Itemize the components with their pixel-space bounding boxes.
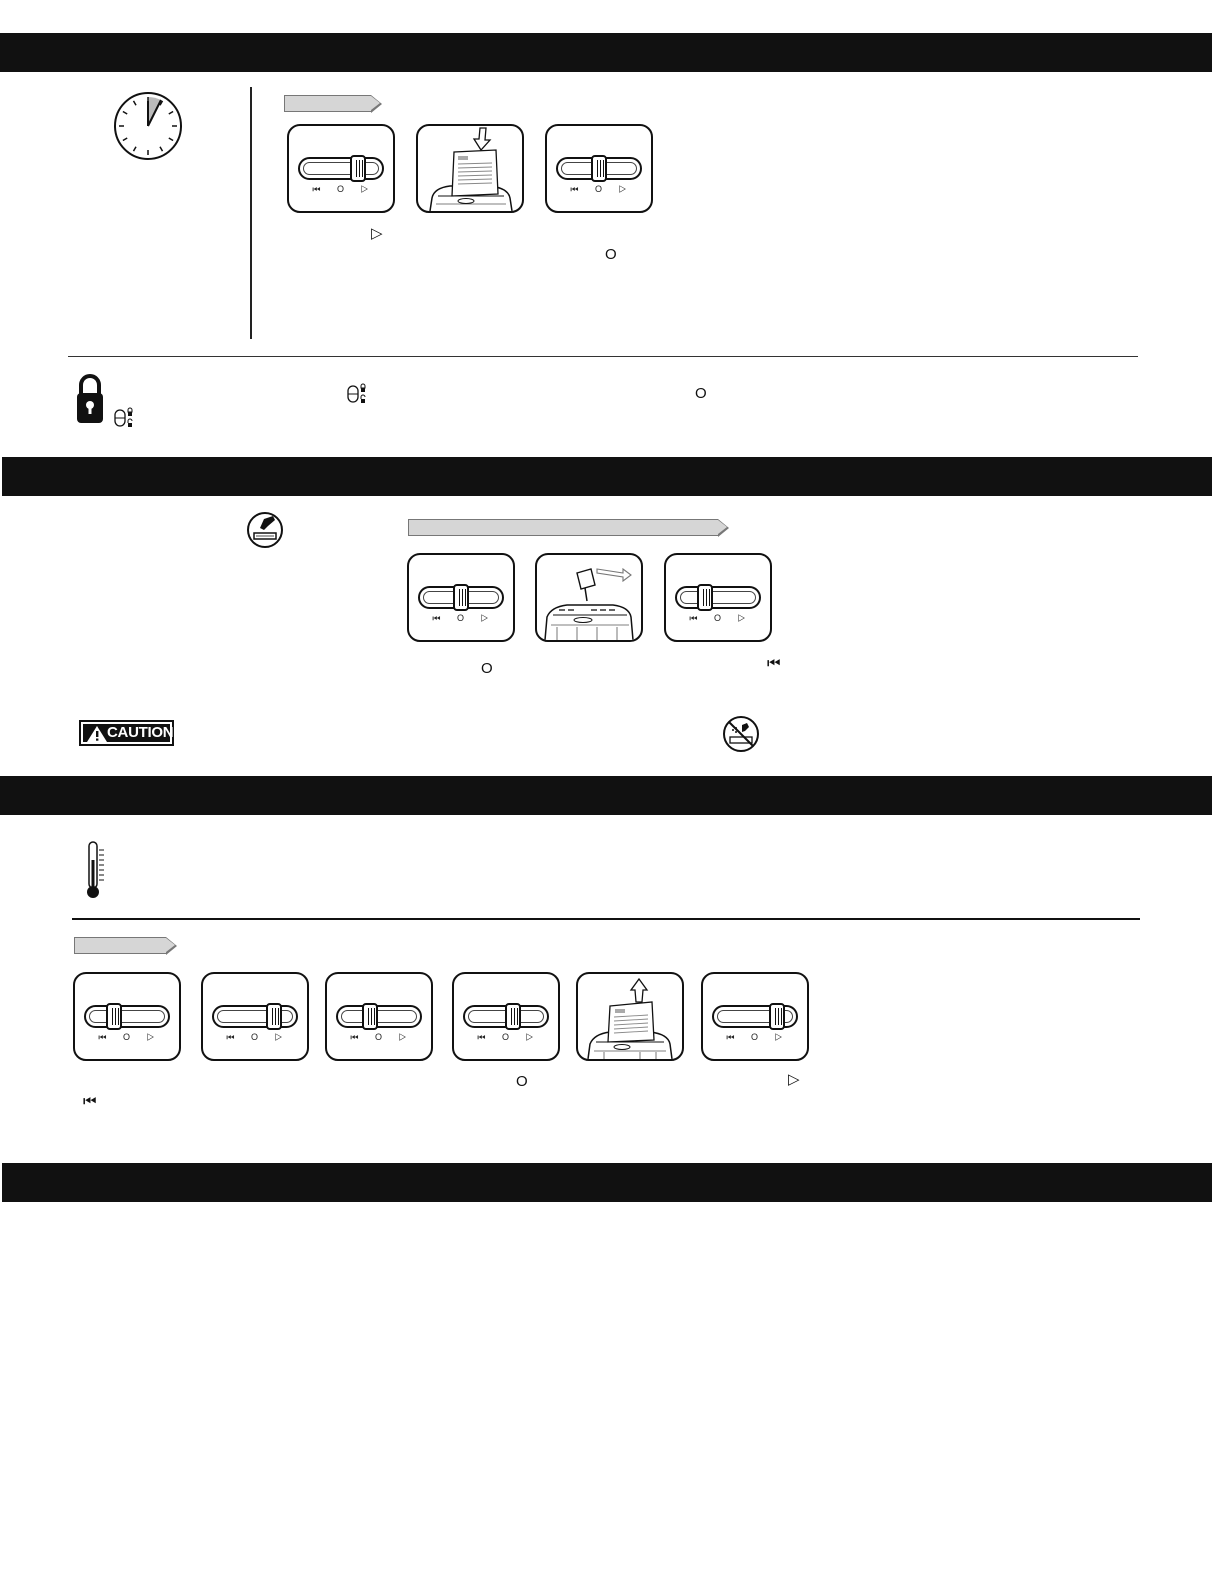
section-header-bar-4	[2, 1163, 1212, 1202]
section-divider-3	[72, 918, 1140, 920]
forward-symbol: ▷	[371, 225, 383, 242]
switch-legend: ⏮ O ▷	[570, 184, 634, 194]
reverse-symbol: ⏮	[83, 1093, 95, 1110]
slide-switch	[712, 1005, 798, 1028]
caution-text: CAUTION	[107, 724, 174, 741]
paper-removal-panel	[576, 972, 684, 1061]
slide-switch	[556, 157, 642, 180]
off-symbol: O	[605, 246, 617, 263]
slide-switch	[463, 1005, 549, 1028]
paper-removal-icon	[578, 974, 682, 1059]
paper-feed-icon	[418, 126, 522, 211]
switch-panel-off	[73, 972, 181, 1061]
slide-switch	[212, 1005, 298, 1028]
section-divider-1	[68, 356, 1138, 357]
clock-icon	[112, 90, 184, 162]
safety-lock-icon	[346, 382, 368, 406]
section-header-bar-3	[0, 776, 1212, 815]
reverse-symbol: ⏮	[767, 655, 779, 672]
switch-legend: ⏮ O ▷	[350, 1032, 414, 1042]
safety-lock-icon	[113, 406, 135, 430]
oil-sheet-panel	[535, 553, 643, 642]
section-header-bar-1	[0, 33, 1212, 72]
switch-panel-off	[452, 972, 560, 1061]
warning-triangle-icon	[86, 725, 108, 743]
switch-panel-forward	[287, 124, 395, 213]
caution-label	[79, 720, 174, 746]
off-symbol: O	[695, 385, 707, 402]
switch-panel-reverse	[325, 972, 433, 1061]
switch-panel-forward	[201, 972, 309, 1061]
no-aerosol-icon	[722, 715, 762, 753]
switch-legend: ⏮ O ▷	[726, 1032, 790, 1042]
switch-legend: ⏮ O ▷	[477, 1032, 541, 1042]
forward-symbol: ▷	[788, 1071, 800, 1088]
off-symbol: O	[516, 1073, 528, 1090]
section-header-bar-2	[2, 457, 1212, 496]
oil-sheet-icon	[537, 555, 641, 640]
slide-switch	[298, 157, 384, 180]
slide-switch	[418, 586, 504, 609]
step-arrow-tag	[408, 519, 718, 536]
slide-switch	[336, 1005, 422, 1028]
switch-legend: ⏮ O ▷	[689, 613, 753, 623]
switch-panel-off	[545, 124, 653, 213]
slide-switch	[675, 586, 761, 609]
switch-legend: ⏮ O ▷	[226, 1032, 290, 1042]
slide-switch	[84, 1005, 170, 1028]
off-symbol: O	[481, 660, 493, 677]
switch-legend: ⏮ O ▷	[98, 1032, 162, 1042]
switch-legend: ⏮ O ▷	[312, 184, 376, 194]
switch-panel-forward	[701, 972, 809, 1061]
thermometer-icon	[84, 840, 106, 900]
paper-feed-panel	[416, 124, 524, 213]
step-arrow-tag	[74, 937, 166, 954]
lock-icon	[75, 373, 105, 425]
vertical-divider	[250, 87, 252, 339]
switch-legend: ⏮ O ▷	[432, 613, 496, 623]
oil-icon	[246, 512, 286, 548]
switch-panel-reverse	[664, 553, 772, 642]
switch-panel-off	[407, 553, 515, 642]
step-arrow-tag	[284, 95, 371, 112]
